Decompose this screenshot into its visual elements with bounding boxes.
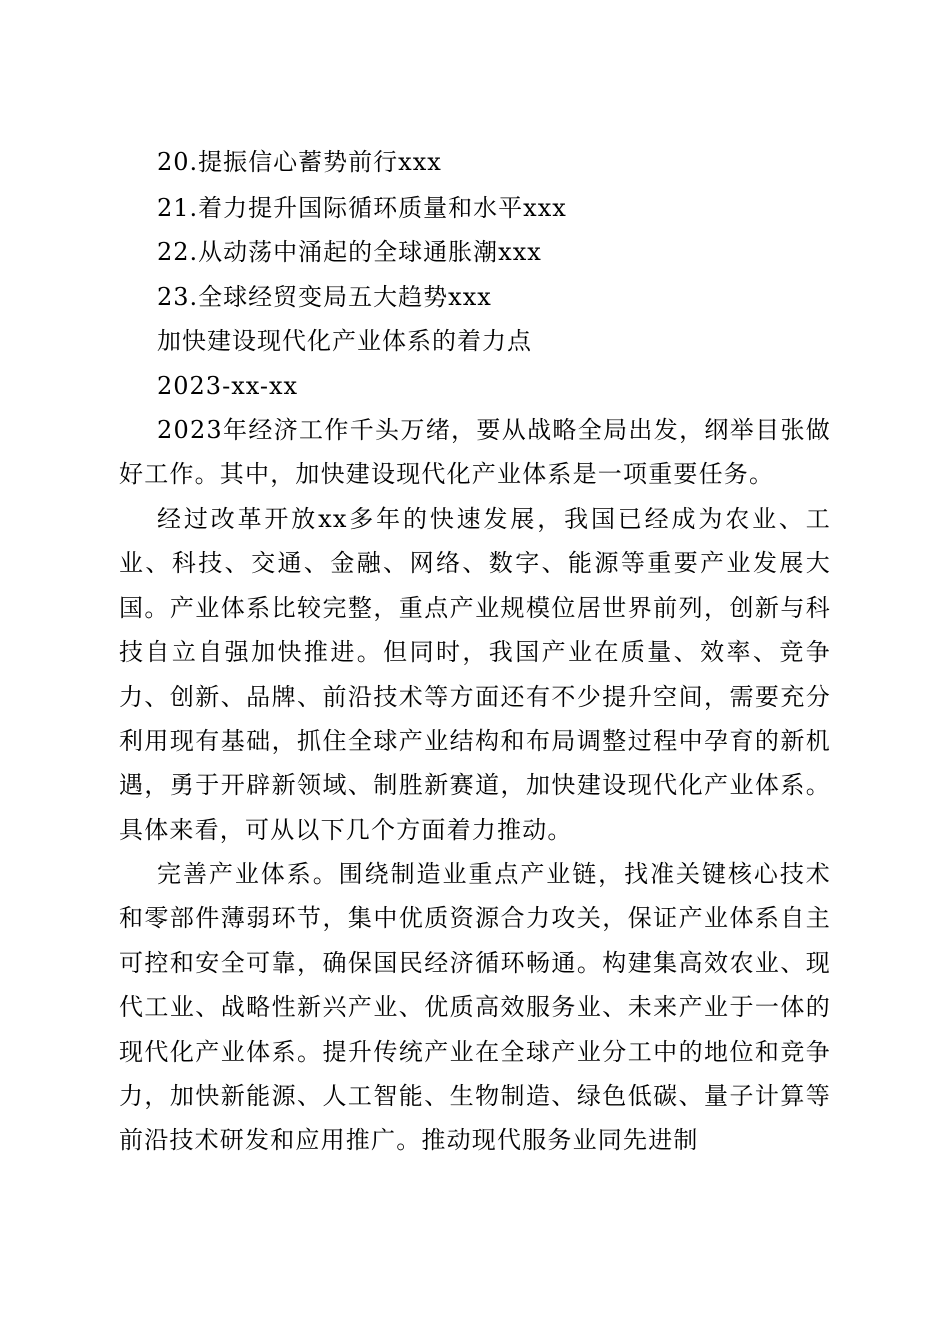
related-list-item: 22.从动荡中涌起的全球通胀潮xxx — [157, 238, 542, 266]
article-date: 2023-xx-xx — [157, 372, 299, 400]
article-title: 加快建设现代化产业体系的着力点 — [157, 327, 532, 355]
related-list-item: 21.着力提升国际循环质量和水平xxx — [157, 194, 567, 222]
body-paragraph: 经过改革开放xx多年的快速发展，我国已经成为农业、工业、科技、交通、金融、网络、数字、能源等重要产业发展大国。产业体系比较完整，重点产业规模位居世界前列，创新与科技自立自强加快推进。但同时，我国产业在质量、效率、竞争力、创新、品牌、前沿技术等方面还有不少提升空间，需要充分利用现有基础，抓住全球产业结构和布局调整过程中孕育的新机遇，勇于开辟新领域、制胜新赛道，加快建设现代化产业体系。具体来看，可从以下几个方面着力推动。 — [119, 505, 831, 844]
body-paragraph: 2023年经济工作千头万绪，要从战略全局出发，纲举目张做好工作。其中，加快建设现代化产业体系是一项重要任务。 — [119, 416, 831, 489]
body-paragraph: 完善产业体系。围绕制造业重点产业链，找准关键核心技术和零部件薄弱环节，集中优质资源合力攻关，保证产业体系自主可控和安全可靠，确保国民经济循环畅通。构建集高效农业、现代工业、战略性新兴产业、优质高效服务业、未来产业于一体的现代化产业体系。提升传统产业在全球产业分工中的地位和竞争力，加快新能源、人工智能、生物制造、绿色低碳、量子计算等前沿技术研发和应用推广。推动现代服务业同先进制 — [119, 860, 831, 1155]
related-list-item: 20.提振信心蓄势前行xxx — [157, 148, 442, 176]
related-list-item: 23.全球经贸变局五大趋势xxx — [157, 283, 492, 311]
